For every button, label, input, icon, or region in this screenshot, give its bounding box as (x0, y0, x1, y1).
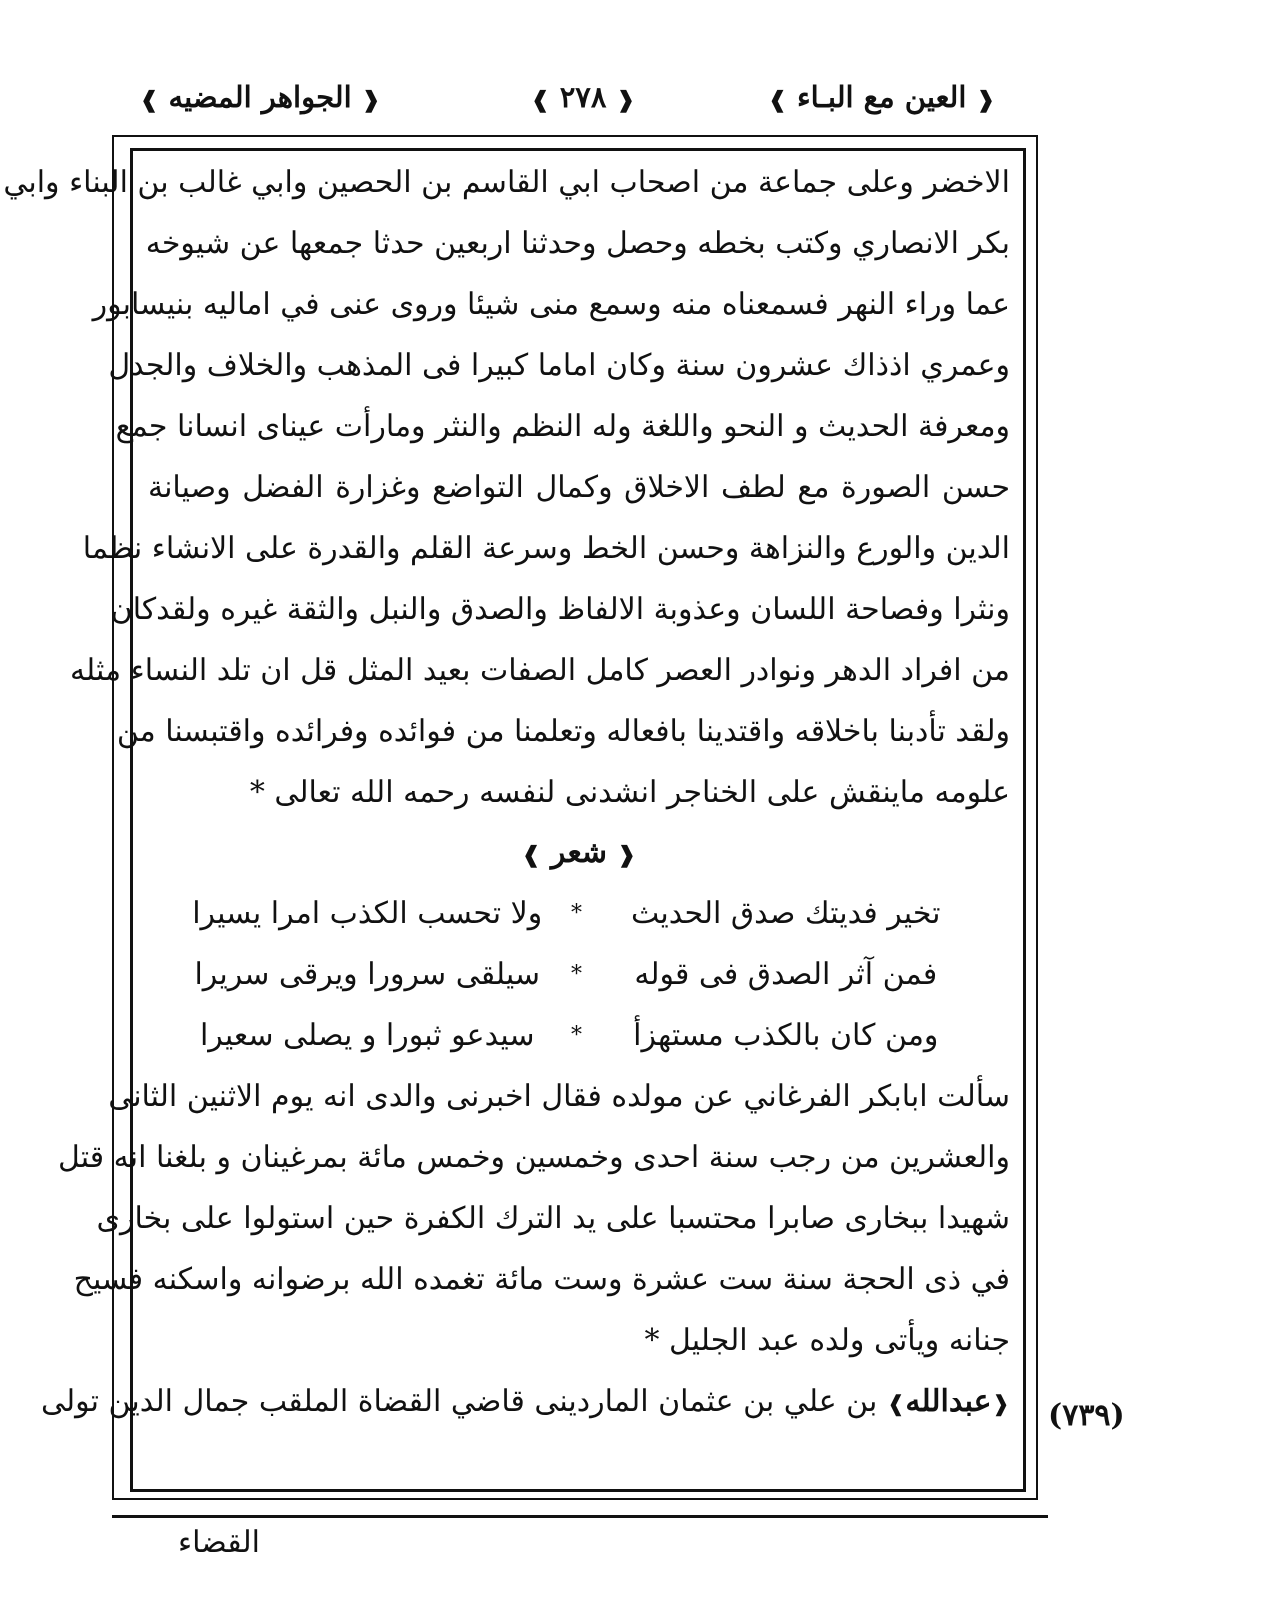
page-number (531, 80, 635, 114)
verse-first-hemistich: فمن آثر الصدق فى قوله (634, 957, 938, 992)
header-book-title (140, 80, 380, 114)
text-line: سألت ابابكر الفرغاني عن مولده فقال اخبرنى والدى انه يوم الاثنين الثانى (108, 1079, 1010, 1114)
running-header (120, 70, 1025, 130)
header-ornament-icon: ❱ (140, 87, 159, 113)
verse-second-hemistich: ولا تحسب الكذب امرا يسيرا (192, 896, 543, 931)
header-book-title-text: الجواهر المضيه (168, 80, 352, 114)
text-body (3, 152, 1010, 1432)
text-line: جنانه ويأتى ولده عبد الجليل * (644, 1323, 1010, 1358)
text-line: علومه ماينقش على الخناجر انشدنى لنفسه رحمه الله تعالى * (249, 775, 1010, 810)
heading-ornament-icon: ❰ (617, 842, 636, 868)
header-ornament-icon: ❰ (361, 87, 381, 113)
poem-heading-text: شعر (550, 835, 608, 870)
verse-second-hemistich: سيدعو ثبورا و يصلى سعيرا (199, 1018, 535, 1053)
text-line: شهيدا ببخارى صابرا محتسبا على يد الترك الكفرة حين استولوا على بخارى (96, 1201, 1010, 1236)
text-line: ومعرفة الحديث و النحو واللغة وله النظم والنثر ومارأت عيناى انسانا جمع (115, 409, 1010, 444)
header-ornament-icon: ❱ (768, 87, 787, 113)
header-section-text: العين مع البـاء (796, 80, 967, 114)
text-line: وعمري اذذاك عشرون سنة وكان اماما كبيرا فى المذهب والخلاف والجدل (108, 348, 1010, 383)
heading-ornament-icon: ❱ (522, 842, 541, 868)
header-ornament-icon: ❱ (531, 87, 550, 113)
header-ornament-icon: ❰ (976, 87, 995, 113)
text-line: من افراد الدهر ونوادر العصر كامل الصفات بعيد المثل قل ان تلد النساء مثله (69, 653, 1010, 688)
poem-verse (148, 944, 1010, 1005)
biography-entry-line (41, 1371, 1010, 1432)
text-line: عما وراء النهر فسمعناه منه وسمع منى شيئا وروى عنى في اماليه بنيسابور (92, 287, 1010, 322)
text-line: بكر الانصاري وكتب بخطه وحصل وحدثنا اربعين حدثا جمعها عن شيوخه (145, 226, 1010, 261)
verse-separator-icon: * (571, 962, 582, 987)
text-line: في ذى الحجة سنة ست عشرة وست مائة تغمده الله برضوانه واسكنه فسيح (73, 1262, 1010, 1297)
verse-second-hemistich: سيلقى سرورا ويرقى سريرا (194, 957, 541, 992)
entry-name: عبدالله (905, 1384, 992, 1419)
verse-first-hemistich: تخير فديتك صدق الحديث (630, 896, 941, 931)
entry-ornament-icon: ❱ (886, 1392, 906, 1417)
verse-separator-icon: * (571, 901, 582, 926)
entry-number: (٧٣٩) (1048, 1398, 1125, 1433)
entry-ornament-icon: ❰ (991, 1392, 1010, 1417)
header-ornament-icon: ❰ (616, 87, 635, 113)
bottom-rule (112, 1515, 1048, 1518)
verse-first-hemistich: ومن كان بالكذب مستهزأ (633, 1018, 939, 1053)
header-section-title (768, 80, 995, 114)
poem-verse (148, 883, 1010, 944)
catchword: القضاء (178, 1525, 260, 1560)
text-line: والعشرين من رجب سنة احدى وخمسين وخمس مائة بمرغينان و بلغنا انه قتل (58, 1140, 1010, 1175)
text-line: ولقد تأدبنا باخلاقه واقتدينا بافعاله وتعلمنا من فوائده وفرائده واقتبسنا من (116, 714, 1010, 749)
text-line: حسن الصورة مع لطف الاخلاق وكمال التواضع وغزارة الفضل وصيانة (148, 470, 1010, 505)
poem-heading (148, 823, 1010, 883)
text-line: ونثرا وفصاحة اللسان وعذوبة الالفاظ والصدق والنبل والثقة غيره ولقدكان (110, 592, 1010, 627)
verse-separator-icon: * (571, 1023, 582, 1048)
page-number-text: ٢٧٨ (559, 80, 607, 114)
text-line: الاخضر وعلى جماعة من اصحاب ابي القاسم بن الحصين وابي غالب بن البناء وابي (3, 165, 1010, 200)
text-line: الدين والورع والنزاهة وحسن الخط وسرعة القلم والقدرة على الانشاء نظما (82, 531, 1010, 566)
entry-text: بن علي بن عثمان الماردينى قاضي القضاة الملقب جمال الدين تولى (41, 1384, 878, 1419)
poem-verse (148, 1005, 1010, 1066)
